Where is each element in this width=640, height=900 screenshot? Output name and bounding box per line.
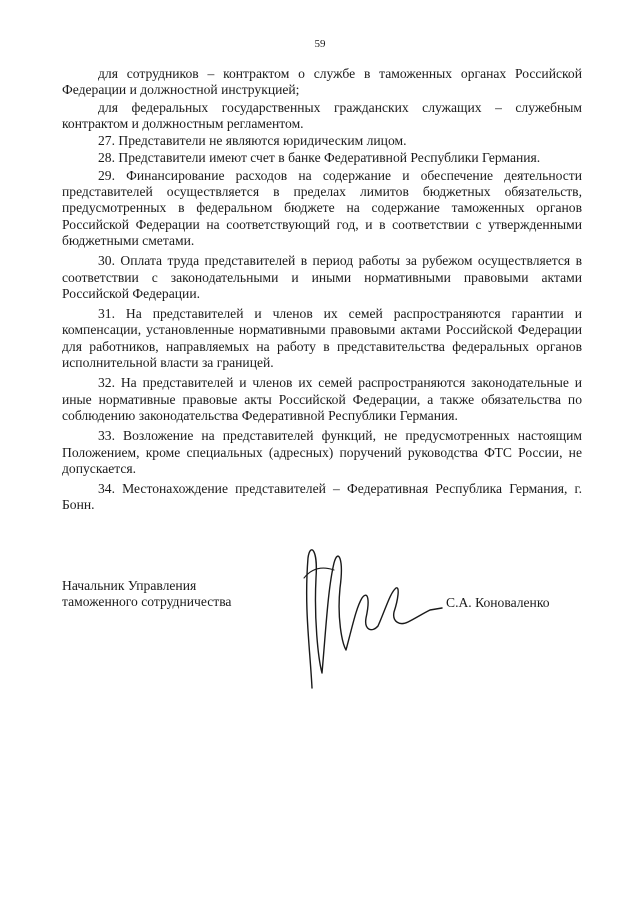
paragraph-27: 27. Представители не являются юридическим лицом. (98, 133, 407, 149)
paragraph-33: 33. Возложение на представителей функций, не предусмотренных настоящим Положением, кроме специальных (адресных) поручений руководства ФТС России, не допускается. (62, 428, 582, 476)
document-body (62, 66, 582, 515)
paragraph-29: 29. Финансирование расходов на содержание и обеспечение деятельности представителей осуществляется в пределах лимитов бюджетных обязательств, предусмотренных в федеральном бюджете на содержание таможенных органов Российской Федерации на соответствующий год, и в соответствии с утвержденными бюджетными сметами. (62, 167, 582, 248)
page-number: 59 (314, 38, 326, 50)
handwritten-signature (282, 538, 452, 698)
signatory-title (62, 578, 231, 611)
signatory-title-line-1: Начальник Управления (62, 578, 197, 593)
signature-block (62, 578, 582, 698)
paragraph-28: 28. Представители имеют счет в банке Федеративной Республики Германия. (98, 150, 541, 166)
signatory-name: С.А. Коноваленко (446, 595, 550, 610)
paragraph-30: 30. Оплата труда представителей в период работы за рубежом осуществляется в соответствии с законодательными и иными нормативными правовыми актами Российской Федерации. (62, 253, 582, 301)
paragraph-contract-employees: для сотрудников – контрактом о службе в таможенных органах Российской Федерации и должностной инструкцией; (62, 66, 582, 98)
paragraph-contract-civil-servants: для федеральных государственных гражданских служащих – служебным контрактом и должностным регламентом. (62, 99, 582, 131)
paragraph-32: 32. На представителей и членов их семей распространяются законодательные и иные нормативные правовые акты Российской Федерации, а также обязательства по соблюдению законодательства Федеративной Республики Германия. (62, 375, 582, 423)
paragraph-34: 34. Местонахождение представителей – Федеративная Республика Германия, г. Бонн. (62, 481, 582, 513)
signatory-title-line-2: таможенного сотрудничества (62, 594, 232, 610)
paragraph-31: 31. На представителей и членов их семей распространяются гарантии и компенсации, установленные нормативными правовыми актами Российской Федерации для работников, направляемых на работу в представительства федеральных органов исполнительной власти за границей. (62, 306, 582, 371)
